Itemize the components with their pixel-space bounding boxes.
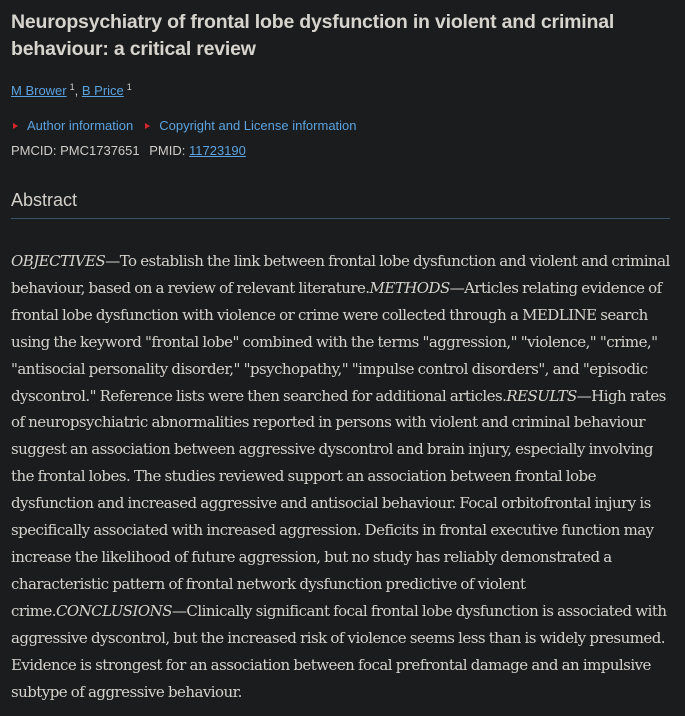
pmid-label: PMID: xyxy=(149,143,186,158)
abstract-section-label: METHODS xyxy=(369,278,450,297)
triangle-right-icon xyxy=(13,123,18,129)
author-list xyxy=(11,78,670,100)
abstract-section-label: RESULTS xyxy=(506,386,577,405)
abstract-section-text: —Articles relating evidence of frontal lobe dysfunction with violence or crime were collected through a MEDLINE search using the keyword "frontal lobe" combined with the terms "aggression," "violence," "crime," "antisocial personality disorder," "psychopathy," "impulse control disorders", and "episodic dyscontrol." Reference lists were then searched for additional articles. xyxy=(11,278,662,405)
abstract-heading: Abstract xyxy=(11,190,78,210)
author-separator: , xyxy=(74,83,82,98)
abstract-section-label: CONCLUSIONS xyxy=(55,601,172,620)
info-links xyxy=(11,117,670,135)
copyright-license-label: Copyright and License information xyxy=(159,118,357,133)
section-divider xyxy=(11,218,670,219)
pmcid-label: PMCID: xyxy=(11,143,57,158)
article-title: Neuropsychiatry of frontal lobe dysfunction in violent and criminal behaviour: a critical review xyxy=(11,11,615,60)
abstract-section-text: —Clinically significant focal frontal lobe dysfunction is associated with aggressive dyscontrol, but the increased risk of violence seems less than is widely presumed. Evidence is strongest for an association between focal prefrontal damage and an impulsive subtype of aggressive behaviour. xyxy=(11,601,667,701)
abstract-section-text: —High rates of neuropsychiatric abnormalities reported in persons with violent and criminal behaviour suggest an association between aggressive dyscontrol and brain injury, especially involving the frontal lobes. The studies reviewed support an association between frontal lobe dysfunction and increased aggressive and antisocial behaviour. Focal orbitofrontal injury is specifically associated with increased aggression. Deficits in frontal executive function may increase the likelihood of future aggression, but no study has reliably demonstrated a characteristic pattern of frontal network dysfunction predictive of violent crime. xyxy=(11,386,666,620)
triangle-right-icon xyxy=(145,123,150,129)
abstract-body xyxy=(11,248,670,705)
copyright-license-toggle[interactable] xyxy=(143,117,356,135)
pmcid-value: PMC1737651 xyxy=(60,143,140,158)
author-link[interactable]: B Price xyxy=(81,83,124,98)
author-information-label: Author information xyxy=(27,118,134,133)
author-information-toggle[interactable] xyxy=(11,117,133,135)
abstract-section-text: —To establish the link between frontal lobe dysfunction and violent and criminal behaviour, based on a review of relevant literature. xyxy=(11,252,670,297)
abstract-section-label: OBJECTIVES xyxy=(11,252,106,270)
author-link[interactable]: M Brower xyxy=(11,83,67,98)
pmid-link[interactable]: 11723190 xyxy=(189,143,246,158)
article-ids xyxy=(11,142,670,160)
author-affiliation: 1 xyxy=(126,82,132,92)
author-affiliation: 1 xyxy=(69,82,75,92)
